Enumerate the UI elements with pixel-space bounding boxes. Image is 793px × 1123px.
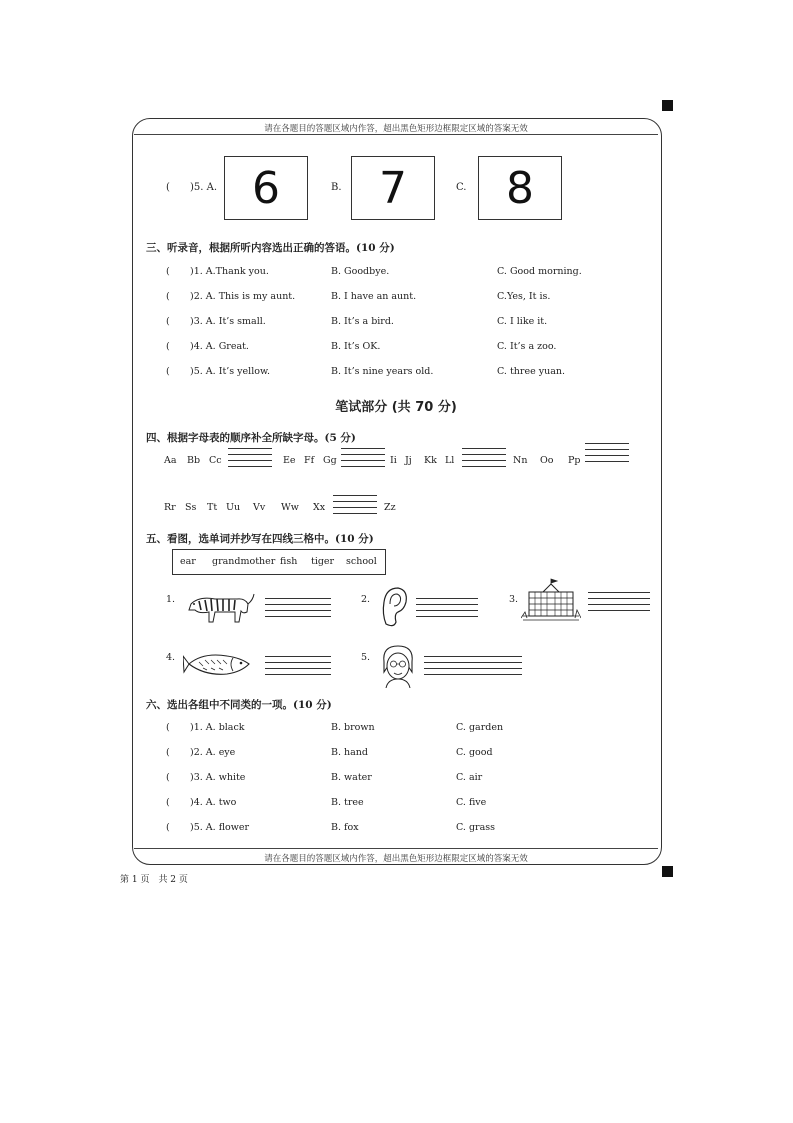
picture-number: 4.	[166, 652, 176, 663]
q-option-a: )4. A. Great.	[190, 341, 249, 352]
word-tiger: tiger	[311, 556, 335, 567]
letter: Cc	[209, 455, 222, 466]
picture-number: 2.	[361, 594, 371, 605]
q-option-c: C. grass	[456, 822, 496, 833]
letter: Nn	[513, 455, 528, 466]
letter: Aa	[164, 455, 177, 466]
word-grandmother: grandmother	[212, 556, 276, 567]
answer-paren: (	[166, 366, 170, 377]
answer-paren: (	[166, 772, 170, 783]
q-option-a: )5. A. It’s yellow.	[190, 366, 270, 377]
q-option-c: C. air	[456, 772, 483, 783]
word-fish: fish	[280, 556, 298, 567]
number-box-c: 8	[478, 156, 562, 220]
word-school: school	[346, 556, 377, 567]
letter: Oo	[540, 455, 554, 466]
letter: Pp	[568, 455, 581, 466]
q-option-b: B. It’s OK.	[331, 341, 381, 352]
four-line-grid[interactable]	[588, 592, 650, 612]
four-line-grid[interactable]	[585, 443, 629, 463]
q-option-a: )3. A. It’s small.	[190, 316, 266, 327]
q5-label: )5. A.	[190, 182, 218, 193]
four-line-grid[interactable]	[265, 656, 331, 676]
q-option-c: C. It’s a zoo.	[497, 341, 557, 352]
answer-paren: (	[166, 291, 170, 302]
q-option-b: B. I have an aunt.	[331, 291, 417, 302]
q5-option-c: C.	[456, 182, 467, 193]
q5-paren: (	[166, 182, 170, 193]
q-option-c: C. I like it.	[497, 316, 548, 327]
section6-heading: 六、选出各组中不同类的一项。(10 分)	[146, 699, 332, 711]
word-ear: ear	[180, 556, 196, 567]
school-picture	[521, 578, 581, 624]
picture-number: 1.	[166, 594, 176, 605]
q-option-a: )3. A. white	[190, 772, 246, 783]
q-option-c: C. Good morning.	[497, 266, 582, 277]
four-line-grid[interactable]	[341, 448, 385, 468]
number-box-a: 6	[224, 156, 308, 220]
q-option-b: B. brown	[331, 722, 375, 733]
q-option-b: B. It’s a bird.	[331, 316, 394, 327]
answer-paren: (	[166, 341, 170, 352]
q-option-a: )4. A. two	[190, 797, 237, 808]
letter: Rr	[164, 502, 176, 513]
letter: Tt	[207, 502, 218, 513]
picture-number: 5.	[361, 652, 371, 663]
q-option-c: C. good	[456, 747, 493, 758]
q-option-a: )1. A. black	[190, 722, 245, 733]
grandmother-picture	[378, 642, 418, 688]
answer-paren: (	[166, 316, 170, 327]
registration-mark-bottom	[662, 866, 673, 877]
q-option-b: B. tree	[331, 797, 364, 808]
four-line-grid[interactable]	[462, 448, 506, 468]
letter: Ll	[445, 455, 455, 466]
q-option-b: B. fox	[331, 822, 359, 833]
notice-bottom: 请在各题目的答题区域内作答，超出黑色矩形边框限定区域的答案无效	[264, 854, 528, 864]
letter: Vv	[253, 502, 266, 513]
letter: Kk	[424, 455, 437, 466]
four-line-grid[interactable]	[333, 495, 377, 515]
section3-heading: 三、听录音，根据所听内容选出正确的答语。(10 分)	[146, 242, 395, 254]
letter: Uu	[226, 502, 241, 513]
letter: Ii	[390, 455, 397, 466]
four-line-grid[interactable]	[416, 598, 478, 618]
word-bank	[172, 549, 386, 575]
answer-paren: (	[166, 822, 170, 833]
four-line-grid[interactable]	[228, 448, 272, 468]
tiger-picture	[185, 590, 255, 626]
q-option-c: C. three yuan.	[497, 366, 565, 377]
letter: Xx	[313, 502, 326, 513]
four-line-grid[interactable]	[424, 656, 522, 676]
top-divider	[134, 134, 658, 135]
four-line-grid[interactable]	[265, 598, 331, 618]
number-box-b: 7	[351, 156, 435, 220]
fish-picture	[183, 648, 255, 680]
letter: Zz	[384, 502, 396, 513]
page-footer: 第 1 页 共 2 页	[120, 875, 188, 885]
notice-top: 请在各题目的答题区域内作答，超出黑色矩形边框限定区域的答案无效	[264, 124, 528, 134]
answer-paren: (	[166, 722, 170, 733]
q-option-b: B. hand	[331, 747, 369, 758]
q-option-b: B. It’s nine years old.	[331, 366, 434, 377]
q-option-b: B. Goodbye.	[331, 266, 390, 277]
bottom-divider	[134, 848, 658, 849]
letter: Ff	[304, 455, 315, 466]
ear-picture	[378, 584, 410, 628]
q-option-c: C. garden	[456, 722, 504, 733]
q-option-c: C. five	[456, 797, 487, 808]
picture-number: 3.	[509, 594, 519, 605]
letter: Ss	[185, 502, 197, 513]
letter: Ee	[283, 455, 296, 466]
section5-heading: 五、看图，选单词并抄写在四线三格中。(10 分)	[146, 533, 374, 545]
letter: Bb	[187, 455, 201, 466]
written-part-title: 笔试部分 (共 70 分)	[335, 400, 457, 415]
answer-paren: (	[166, 797, 170, 808]
q-option-a: )2. A. This is my aunt.	[190, 291, 296, 302]
section4-heading: 四、根据字母表的顺序补全所缺字母。(5 分)	[146, 432, 356, 444]
letter: Jj	[405, 455, 412, 466]
q-option-a: )5. A. flower	[190, 822, 250, 833]
q-option-a: )1. A.Thank you.	[190, 266, 269, 277]
letter: Gg	[323, 455, 337, 466]
q5-option-b: B.	[331, 182, 342, 193]
q-option-b: B. water	[331, 772, 372, 783]
letter: Ww	[281, 502, 299, 513]
q-option-a: )2. A. eye	[190, 747, 236, 758]
answer-paren: (	[166, 266, 170, 277]
answer-paren: (	[166, 747, 170, 758]
q-option-c: C.Yes, It is.	[497, 291, 551, 302]
registration-mark-top	[662, 100, 673, 111]
